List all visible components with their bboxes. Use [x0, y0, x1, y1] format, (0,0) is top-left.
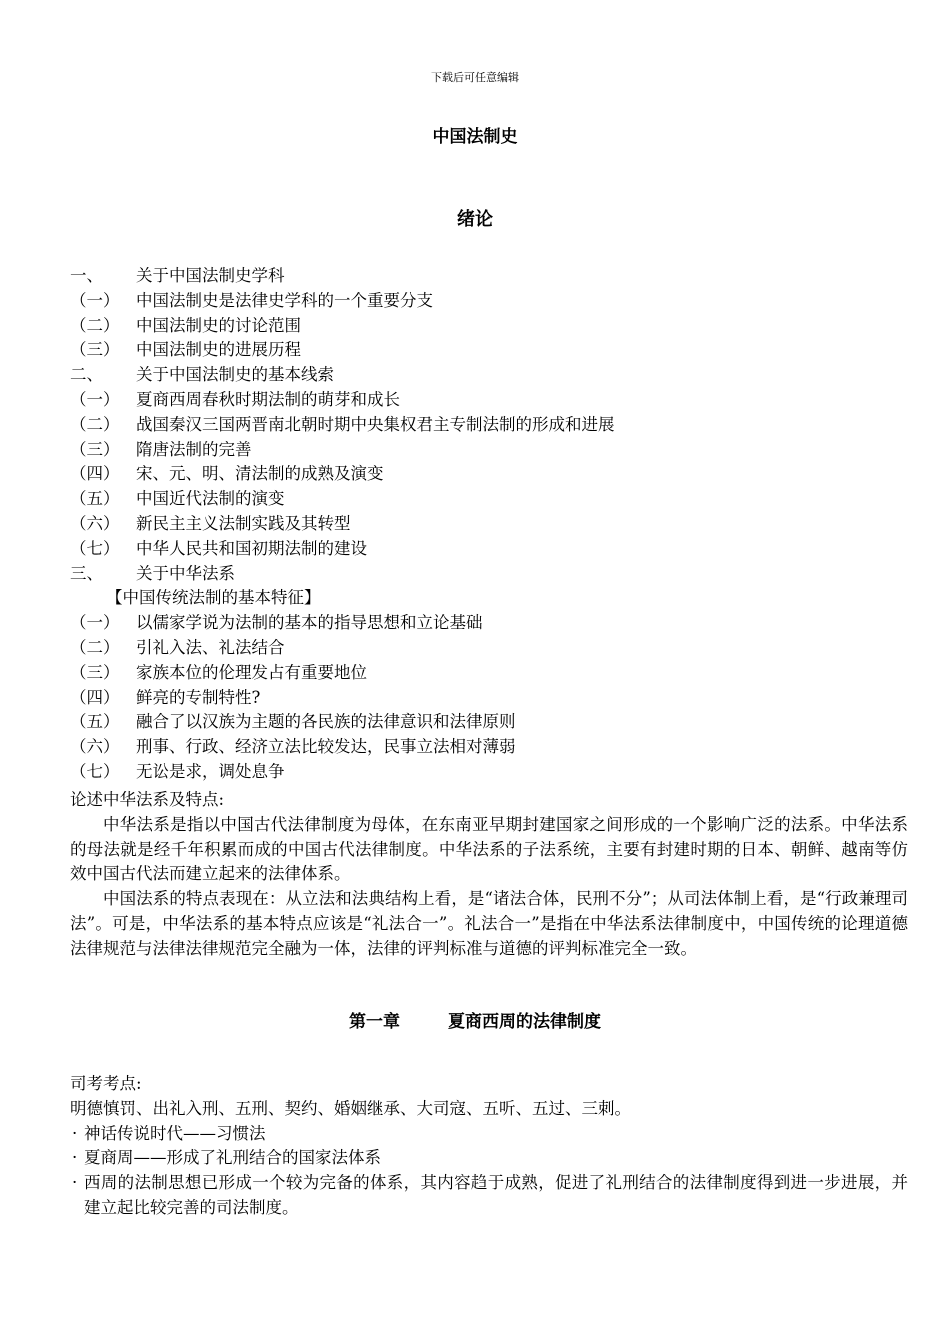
outline-item	[70, 562, 910, 587]
outline-item	[70, 363, 910, 388]
outline-number: 二、	[70, 365, 103, 385]
outline-item	[70, 438, 910, 463]
feature-number: （四）	[70, 687, 120, 707]
feature-text: 刑事、行政、经济立法比较发达，民事立法相对薄弱	[136, 737, 516, 757]
bullet-text: 西周的法制思想已形成一个较为完备的体系，其内容趋于成熟，促进了礼刑结合的法律制度得到进一步进展，并建立起比较完善的司法制度。	[84, 1173, 908, 1217]
feature-text: 以儒家学说为法制的基本的指导思想和立论基础	[136, 613, 483, 633]
outline-item	[70, 338, 910, 363]
essay-paragraph: 中华法系是指以中国古代法律制度为母体，在东南亚早期封建国家之间形成的一个影响广泛的法系。中华法系的母法就是经千年积累而成的中国古代法律制度。中华法系的子法系统，主要有封建时期的日本、朝鲜、越南等仿效中国古代法而建立起来的法律体系。	[70, 814, 908, 884]
document-title: 中国法制史	[432, 127, 518, 147]
essay-paragraph: 中国法系的特点表现在：从立法和法典结构上看，是“诸法合体，民刑不分”；从司法体制上看，是“行政兼理司法”。可是，中华法系的基本特点应该是“礼法合一”。礼法合一”是指在中华法系法律制度中，中国传统的论理道德法律规范与法律法律规范完全融为一体，法律的评判标准与道德的评判标准完全一致。	[70, 889, 908, 958]
chapter-label: 第一章	[349, 1012, 400, 1032]
feature-number: （六）	[70, 737, 120, 757]
outline-item	[70, 462, 910, 487]
chapter-heading	[0, 1007, 950, 1032]
bullet-item	[70, 1171, 908, 1221]
chapter-title: 夏商西周的法律制度	[448, 1012, 601, 1032]
feature-item	[70, 636, 910, 661]
bullet-icon: ·	[72, 1123, 78, 1143]
exam-heading: 司考考点:	[70, 1074, 142, 1093]
outline-number: （六）	[70, 513, 120, 533]
feature-number: （三）	[70, 662, 120, 682]
outline-item	[70, 314, 910, 339]
bullet-icon: ·	[72, 1148, 78, 1168]
outline-item	[70, 512, 910, 537]
feature-text: 无讼是求，调处息争	[136, 761, 285, 781]
header-note: 下载后可任意编辑	[431, 71, 519, 84]
outline-number: （一）	[70, 290, 120, 310]
outline-text: 中国法制史的进展历程	[136, 340, 301, 360]
outline-text: 战国秦汉三国两晋南北朝时期中央集权君主专制法制的形成和进展	[136, 414, 615, 434]
feature-number: （五）	[70, 712, 120, 732]
feature-item	[70, 686, 910, 711]
outline-number: （二）	[70, 315, 120, 335]
outline-item	[70, 413, 910, 438]
outline-text: 新民主主义法制实践及其转型	[136, 513, 351, 533]
outline-text: 中华人民共和国初期法制的建设	[136, 538, 367, 558]
bullet-item	[70, 1146, 908, 1171]
feature-item	[70, 760, 910, 785]
outline-text: 宋、元、明、清法制的成熟及演变	[136, 464, 384, 484]
outline-text: 关于中国法制史学科	[136, 266, 285, 285]
feature-item	[70, 710, 910, 735]
feature-text: 家族本位的伦理发占有重要地位	[136, 662, 367, 682]
outline-number: （三）	[70, 340, 120, 360]
outline-item	[70, 487, 910, 512]
outline-item	[70, 264, 910, 289]
feature-number: （一）	[70, 613, 120, 633]
bullet-text: 夏商周——形成了礼刑结合的国家法体系	[84, 1148, 381, 1168]
feature-text: 鲜亮的专制特性?	[136, 687, 261, 707]
exam-section	[70, 1072, 908, 1221]
bullet-item	[70, 1122, 908, 1147]
feature-item	[70, 735, 910, 760]
outline-item	[70, 388, 910, 413]
feature-number: （七）	[70, 761, 120, 781]
outline-text: 关于中国法制史的基本线索	[136, 365, 334, 385]
essay-heading: 论述中华法系及特点:	[70, 790, 225, 809]
exam-points: 明德慎罚、出礼入刑、五刑、契约、婚姻继承、大司寇、五听、五过、三刺。	[70, 1098, 631, 1118]
feature-text: 融合了以汉族为主题的各民族的法律意识和法律原则	[136, 712, 516, 732]
outline-item	[70, 289, 910, 314]
outline	[70, 264, 910, 785]
outline-number: （二）	[70, 414, 120, 434]
feature-number: （二）	[70, 637, 120, 657]
outline-text: 中国近代法制的演变	[136, 489, 285, 509]
outline-text: 隋唐法制的完善	[136, 439, 252, 459]
outline-number: （五）	[70, 489, 120, 509]
outline-number: 三、	[70, 563, 103, 583]
outline-text: 中国法制史的讨论范围	[136, 315, 301, 335]
bullet-text: 神话传说时代——习惯法	[84, 1123, 266, 1143]
feature-item	[70, 661, 910, 686]
outline-text: 关于中华法系	[136, 563, 235, 583]
outline-number: （三）	[70, 439, 120, 459]
feature-text: 引礼入法、礼法结合	[136, 637, 285, 657]
outline-item	[70, 537, 910, 562]
outline-number: （四）	[70, 464, 120, 484]
bullet-icon: ·	[72, 1173, 78, 1193]
outline-number: 一、	[70, 266, 103, 285]
bracket-heading: 【中国传统法制的基本特征】	[106, 588, 321, 608]
feature-item	[70, 611, 910, 636]
outline-number: （一）	[70, 389, 120, 409]
outline-text: 中国法制史是法律史学科的一个重要分支	[136, 290, 433, 310]
section-title: 绪论	[457, 209, 493, 230]
outline-number: （七）	[70, 538, 120, 558]
outline-text: 夏商西周春秋时期法制的萌芽和成长	[136, 389, 400, 409]
essay-section	[70, 788, 908, 962]
